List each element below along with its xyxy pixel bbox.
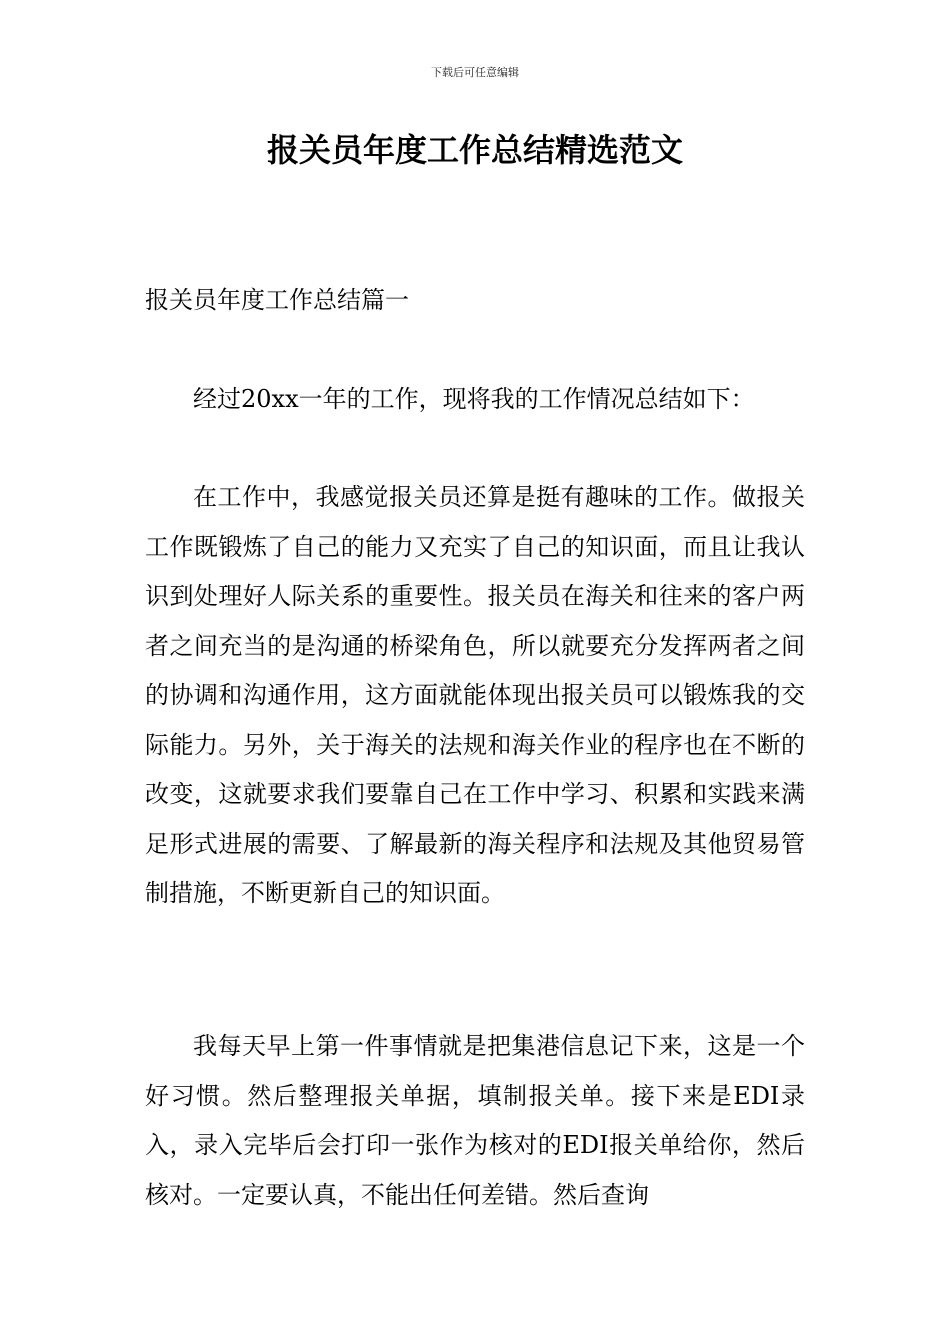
section-heading: 报关员年度工作总结篇一 — [145, 286, 409, 314]
header-note: 下载后可任意编辑 — [431, 66, 519, 79]
document-title: 报关员年度工作总结精选范文 — [266, 131, 683, 169]
paragraph-intro: 经过20xx一年的工作，现将我的工作情况总结如下： — [193, 385, 755, 413]
paragraph-daily-routine: 我每天早上第一件事情就是把集港信息记下来，这是一个好习惯。然后整理报关单据，填制报关单。接下来是EDI录入，录入完毕后会打印一张作为核对的EDI报关单给你，然后核对。一定要认真，不能出任何差错。然后查询 — [145, 1032, 805, 1209]
paragraph-work-reflection: 在工作中，我感觉报关员还算是挺有趣味的工作。做报关工作既锻炼了自己的能力又充实了自己的知识面，而且让我认识到处理好人际关系的重要性。报关员在海关和往来的客户两者之间充当的是沟通的桥梁角色，所以就要充分发挥两者之间的协调和沟通作用，这方面就能体现出报关员可以锻炼我的交际能力。另外，关于海关的法规和海关作业的程序也在不断的改变，这就要求我们要靠自己在工作中学习、积累和实践来满足形式进展的需要、了解最新的海关程序和法规及其他贸易管制措施，不断更新自己的知识面。 — [145, 483, 805, 907]
